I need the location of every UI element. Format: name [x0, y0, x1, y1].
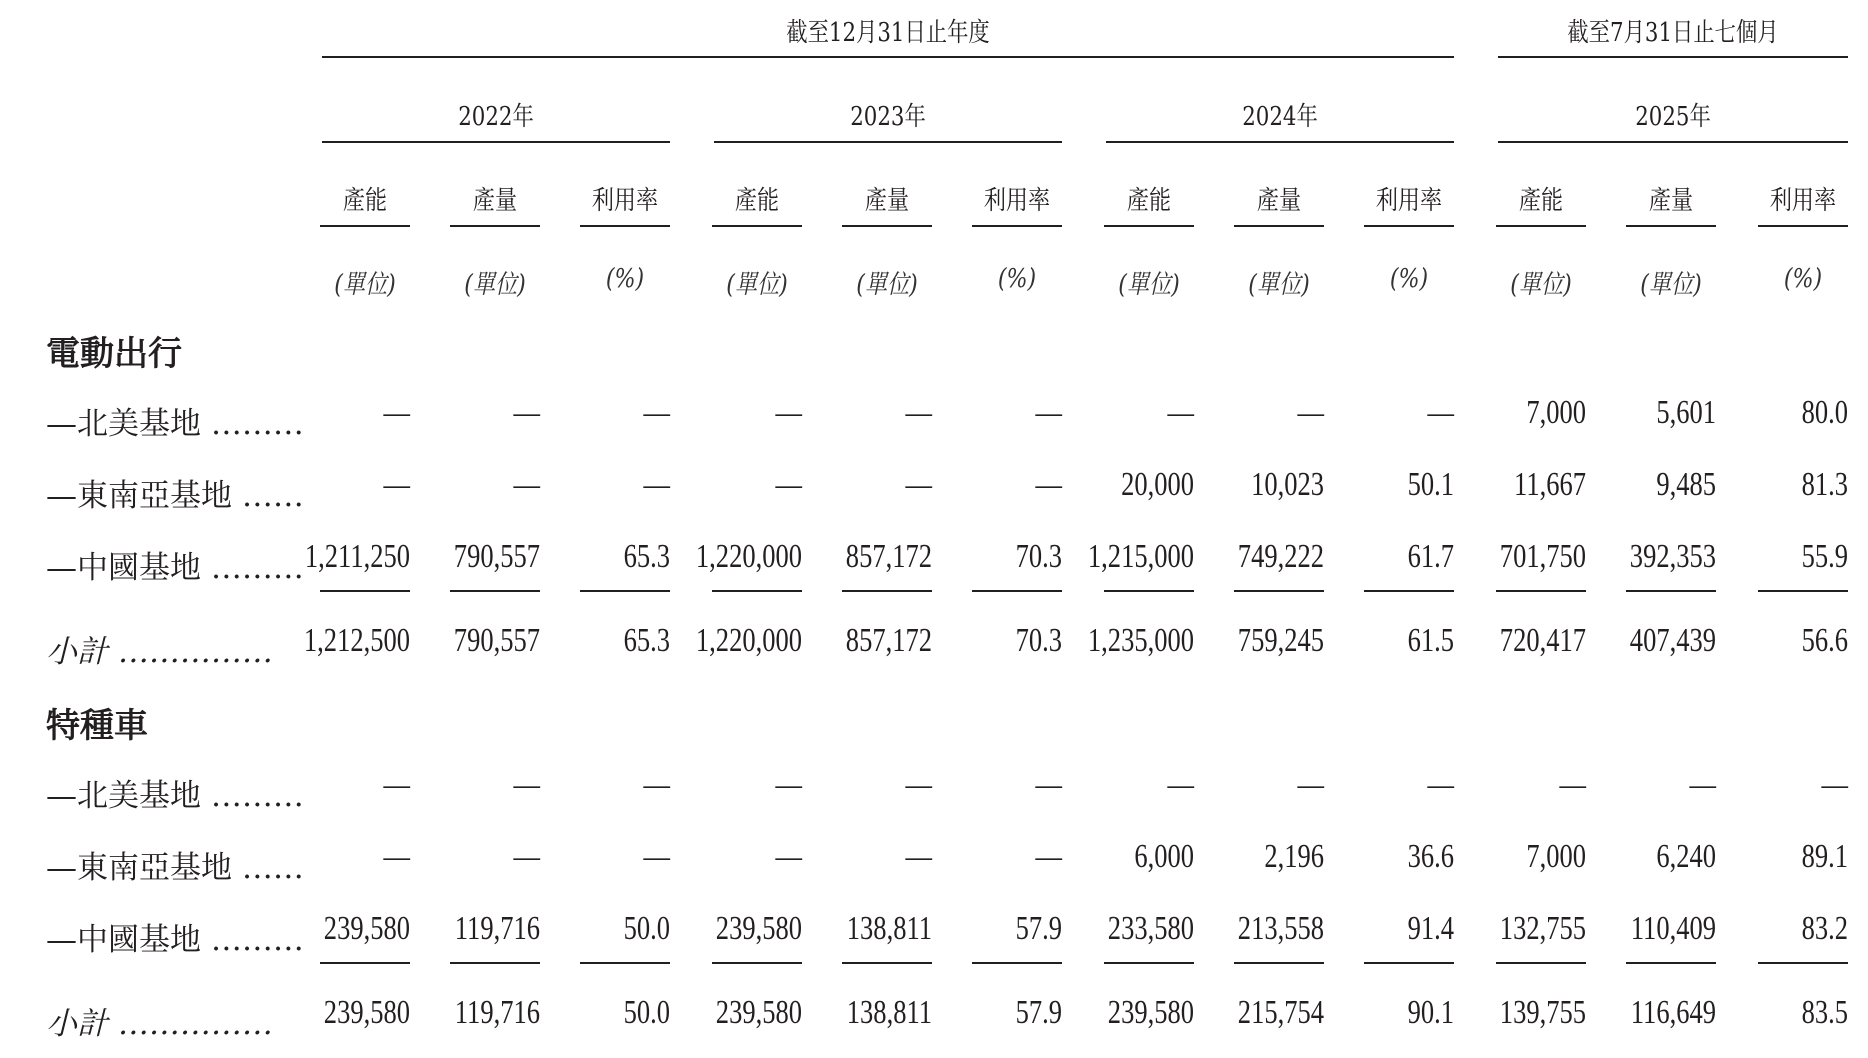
data-cell: — — [775, 394, 802, 431]
data-cell: 70.3 — [1015, 538, 1062, 575]
data-cell: — — [383, 766, 410, 803]
data-cell: 55.9 — [1801, 538, 1848, 575]
year-header: 2023年 — [850, 102, 926, 132]
year-header-rule — [322, 141, 670, 143]
data-cell: 110,409 — [1630, 910, 1716, 947]
unit-label: (單位) — [1640, 270, 1702, 300]
data-cell: — — [1427, 766, 1454, 803]
data-cell: — — [513, 766, 540, 803]
column-header-rule — [1234, 225, 1324, 227]
data-cell: — — [1427, 394, 1454, 431]
data-cell: 392,353 — [1629, 538, 1716, 575]
data-cell: — — [1167, 766, 1194, 803]
cell-underline — [712, 590, 802, 592]
data-cell: 2,196 — [1264, 838, 1324, 875]
data-cell: — — [513, 838, 540, 875]
column-header: 產能 — [734, 186, 780, 216]
data-cell: 36.6 — [1407, 838, 1454, 875]
data-cell: 80.0 — [1801, 394, 1848, 431]
data-cell: 7,000 — [1526, 838, 1586, 875]
data-cell: — — [383, 394, 410, 431]
year-header-rule — [1498, 141, 1848, 143]
data-cell: 138,811 — [846, 910, 932, 947]
data-cell: 91.4 — [1407, 910, 1454, 947]
data-cell: — — [775, 766, 802, 803]
column-header-rule — [580, 225, 670, 227]
row-label: —北美基地 ……… — [46, 778, 304, 814]
column-header: 產能 — [342, 186, 388, 216]
data-cell: — — [905, 766, 932, 803]
column-header-rule — [1758, 225, 1848, 227]
data-cell: — — [513, 394, 540, 431]
column-header: 產能 — [1518, 186, 1564, 216]
cell-underline — [1104, 962, 1194, 964]
period-header-annual: 截至12月31日止年度 — [786, 18, 990, 48]
row-label: —東南亞基地 …… — [46, 850, 304, 886]
column-header: 產能 — [1126, 186, 1172, 216]
subtotal-cell: 857,172 — [845, 622, 932, 659]
subtotal-cell: 239,580 — [323, 994, 410, 1031]
subtotal-cell: 139,755 — [1499, 994, 1586, 1031]
subtotal-cell: 138,811 — [846, 994, 932, 1031]
data-cell: 50.1 — [1407, 466, 1454, 503]
column-header: 產量 — [864, 186, 910, 216]
subtotal-cell: 50.0 — [623, 994, 670, 1031]
section-title: 電動出行 — [46, 334, 182, 374]
section-title: 特種車 — [46, 706, 148, 746]
cell-underline — [320, 962, 410, 964]
data-cell: — — [1035, 838, 1062, 875]
column-header-rule — [1104, 225, 1194, 227]
data-cell: 57.9 — [1015, 910, 1062, 947]
cell-underline — [842, 590, 932, 592]
row-label: —北美基地 ……… — [46, 406, 304, 442]
data-cell: 239,580 — [715, 910, 802, 947]
subtotal-cell: 239,580 — [1107, 994, 1194, 1031]
subtotal-cell: 56.6 — [1801, 622, 1848, 659]
data-cell: — — [905, 838, 932, 875]
subtotal-cell: 70.3 — [1015, 622, 1062, 659]
period-header-seven-months-rule — [1498, 56, 1848, 58]
data-cell: — — [643, 838, 670, 875]
unit-label: (單位) — [334, 270, 396, 300]
cell-underline — [1626, 962, 1716, 964]
column-header: 產量 — [472, 186, 518, 216]
row-label: —中國基地 ……… — [46, 550, 304, 586]
unit-label: (單位) — [726, 270, 788, 300]
data-cell: 81.3 — [1801, 466, 1848, 503]
data-cell: — — [643, 766, 670, 803]
subtotal-cell: 1,220,000 — [695, 622, 802, 659]
period-header-annual-rule — [322, 56, 1454, 58]
data-cell: 1,211,250 — [304, 538, 410, 575]
data-cell: 213,558 — [1237, 910, 1324, 947]
data-cell: — — [1035, 394, 1062, 431]
cell-underline — [580, 590, 670, 592]
cell-underline — [1496, 590, 1586, 592]
data-cell: 1,220,000 — [695, 538, 802, 575]
column-header-rule — [712, 225, 802, 227]
year-header-rule — [1106, 141, 1454, 143]
data-cell: 749,222 — [1237, 538, 1324, 575]
unit-label: (單位) — [1510, 270, 1572, 300]
subtotal-cell: 61.5 — [1407, 622, 1454, 659]
subtotal-cell: 720,417 — [1499, 622, 1586, 659]
data-cell: 6,000 — [1134, 838, 1194, 875]
subtotal-cell: 1,212,500 — [303, 622, 410, 659]
data-cell: 9,485 — [1656, 466, 1716, 503]
unit-label: (%) — [1783, 264, 1823, 294]
subtotal-cell: 239,580 — [715, 994, 802, 1031]
subtotal-cell: 759,245 — [1237, 622, 1324, 659]
data-cell: 61.7 — [1407, 538, 1454, 575]
subtotal-cell: 215,754 — [1237, 994, 1324, 1031]
row-label: —中國基地 ……… — [46, 922, 304, 958]
data-cell: — — [513, 466, 540, 503]
data-cell: 5,601 — [1656, 394, 1716, 431]
subtotal-cell: 407,439 — [1629, 622, 1716, 659]
column-header-rule — [320, 225, 410, 227]
cell-underline — [450, 962, 540, 964]
data-cell: 790,557 — [453, 538, 540, 575]
data-cell: 119,716 — [454, 910, 540, 947]
cell-underline — [1364, 962, 1454, 964]
subtotal-cell: 790,557 — [453, 622, 540, 659]
unit-label: (單位) — [1248, 270, 1310, 300]
subtotal-cell: 116,649 — [1630, 994, 1716, 1031]
cell-underline — [1626, 590, 1716, 592]
column-header-rule — [450, 225, 540, 227]
cell-underline — [712, 962, 802, 964]
subtotal-cell: 65.3 — [623, 622, 670, 659]
subtotal-cell: 57.9 — [1015, 994, 1062, 1031]
column-header: 利用率 — [591, 186, 659, 216]
unit-label: (%) — [605, 264, 645, 294]
cell-underline — [450, 590, 540, 592]
data-cell: — — [1297, 766, 1324, 803]
subtotal-cell: 83.5 — [1801, 994, 1848, 1031]
data-cell: 701,750 — [1499, 538, 1586, 575]
data-cell: — — [643, 466, 670, 503]
column-header-rule — [842, 225, 932, 227]
cell-underline — [1496, 962, 1586, 964]
data-cell: — — [1035, 466, 1062, 503]
subtotal-cell: 1,235,000 — [1087, 622, 1194, 659]
data-cell: — — [905, 466, 932, 503]
data-cell: 10,023 — [1251, 466, 1324, 503]
year-header: 2022年 — [458, 102, 534, 132]
subtotal-cell: 90.1 — [1407, 994, 1454, 1031]
cell-underline — [1758, 590, 1848, 592]
unit-label: (%) — [997, 264, 1037, 294]
column-header: 利用率 — [983, 186, 1051, 216]
data-cell: 239,580 — [323, 910, 410, 947]
column-header-rule — [1364, 225, 1454, 227]
data-cell: — — [643, 394, 670, 431]
data-cell: 50.0 — [623, 910, 670, 947]
subtotal-label: 小計 …………… — [46, 634, 273, 670]
data-cell: — — [1167, 394, 1194, 431]
year-header-rule — [714, 141, 1062, 143]
data-cell: 83.2 — [1801, 910, 1848, 947]
data-cell: — — [1689, 766, 1716, 803]
cell-underline — [580, 962, 670, 964]
data-cell: 1,215,000 — [1087, 538, 1194, 575]
data-cell: 65.3 — [623, 538, 670, 575]
subtotal-cell: 119,716 — [454, 994, 540, 1031]
data-cell: 89.1 — [1801, 838, 1848, 875]
unit-label: (單位) — [1118, 270, 1180, 300]
unit-label: (%) — [1389, 264, 1429, 294]
column-header: 產量 — [1256, 186, 1302, 216]
row-label: —東南亞基地 …… — [46, 478, 304, 514]
column-header: 利用率 — [1769, 186, 1837, 216]
data-cell: 7,000 — [1526, 394, 1586, 431]
unit-label: (單位) — [464, 270, 526, 300]
cell-underline — [842, 962, 932, 964]
data-cell: — — [383, 466, 410, 503]
data-cell: — — [905, 394, 932, 431]
data-cell: — — [775, 838, 802, 875]
data-cell: 132,755 — [1499, 910, 1586, 947]
column-header: 利用率 — [1375, 186, 1443, 216]
column-header-rule — [972, 225, 1062, 227]
data-cell: 20,000 — [1121, 466, 1194, 503]
cell-underline — [1104, 590, 1194, 592]
data-cell: 233,580 — [1107, 910, 1194, 947]
cell-underline — [1234, 590, 1324, 592]
data-cell: — — [1035, 766, 1062, 803]
cell-underline — [320, 590, 410, 592]
data-cell: 11,667 — [1514, 466, 1586, 503]
cell-underline — [972, 962, 1062, 964]
data-cell: — — [1821, 766, 1848, 803]
cell-underline — [972, 590, 1062, 592]
data-cell: 6,240 — [1656, 838, 1716, 875]
column-header: 產量 — [1648, 186, 1694, 216]
unit-label: (單位) — [856, 270, 918, 300]
cell-underline — [1364, 590, 1454, 592]
year-header: 2024年 — [1242, 102, 1318, 132]
column-header-rule — [1626, 225, 1716, 227]
data-cell: — — [1559, 766, 1586, 803]
cell-underline — [1234, 962, 1324, 964]
data-cell: 857,172 — [845, 538, 932, 575]
data-cell: — — [775, 466, 802, 503]
column-header-rule — [1496, 225, 1586, 227]
period-header-seven-months: 截至7月31日止七個月 — [1567, 18, 1779, 48]
subtotal-label: 小計 …………… — [46, 1006, 273, 1042]
data-cell: — — [383, 838, 410, 875]
data-cell: — — [1297, 394, 1324, 431]
cell-underline — [1758, 962, 1848, 964]
year-header: 2025年 — [1635, 102, 1711, 132]
